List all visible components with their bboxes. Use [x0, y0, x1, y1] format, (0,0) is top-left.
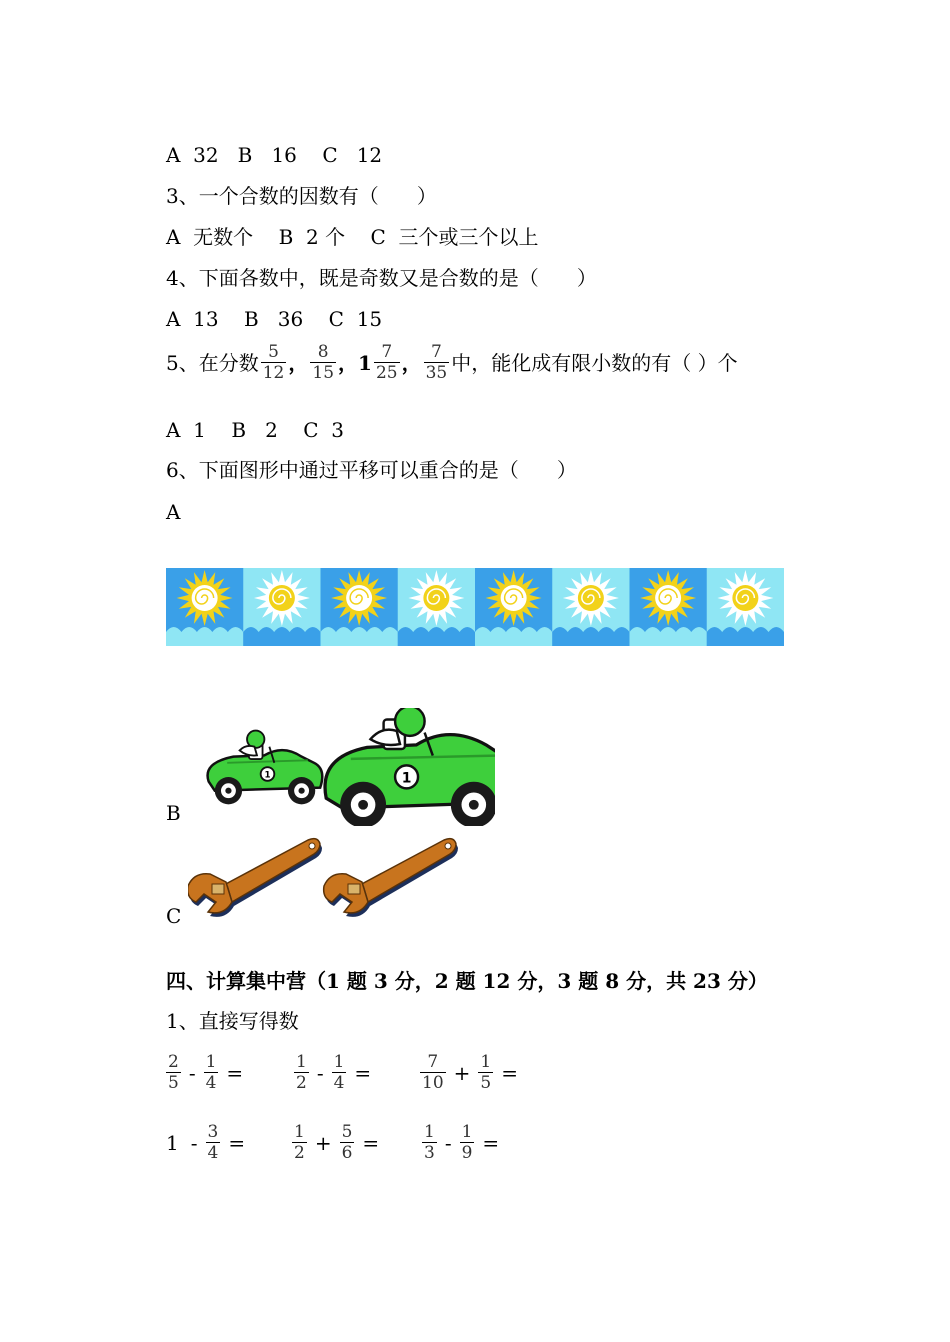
option-a-label: A [166, 500, 181, 524]
calc-r1c2: $\frac{1}{2}$ - $\frac{1}{4}$ = [296, 1052, 372, 1093]
section-4-q1: 1、直接写得数 [166, 1009, 299, 1033]
q5-fraction-1: $\frac{5}{12}$ [262, 342, 285, 383]
sun-tile [552, 568, 630, 646]
svg-text:1: 1 [264, 770, 271, 781]
large-race-car [325, 708, 495, 826]
sun-tile [166, 568, 244, 646]
calc-r2c3: $\frac{1}{3}$ - $\frac{1}{9}$ = [424, 1122, 500, 1163]
q6-text: 6、下面图形中通过平移可以重合的是（ ） [166, 458, 577, 482]
q5-sep-1: ， [288, 351, 309, 375]
svg-text:1: 1 [401, 770, 412, 787]
calc-r2c2: $\frac{1}{2}$ + $\frac{5}{6}$ = [294, 1122, 380, 1163]
wrench-pair [188, 836, 460, 922]
q5-text [166, 342, 738, 383]
q5-sep-2: ， [338, 351, 359, 375]
q2-options: A 32 B 16 C 12 [166, 143, 383, 167]
section-4-heading: 四、计算集中营（1 题 3 分，2 题 12 分，3 题 8 分，共 23 分） [166, 969, 768, 993]
q5-sep-3: ， [401, 351, 422, 375]
q4-text: 4、下面各数中，既是奇数又是合数的是（ ） [166, 266, 597, 290]
q5-prefix: 5、在分数 [166, 351, 259, 375]
q5-options: A 1 B 2 C 3 [166, 418, 344, 442]
q5-fraction-2: $\frac{8}{15}$ [312, 342, 335, 383]
q5-fraction-4: $\frac{7}{35}$ [425, 342, 448, 383]
calc-r1c3: $\frac{7}{10}$ + $\frac{1}{5}$ = [422, 1052, 518, 1093]
q5-whole: 1 [358, 351, 372, 375]
sun-tile [398, 568, 476, 646]
wrench-left-icon [188, 839, 322, 917]
q3-text: 3、一个合数的因数有（ ） [166, 184, 437, 208]
option-c-label: C [166, 904, 182, 928]
option-b-label: B [166, 801, 181, 825]
sun-tile [707, 568, 784, 646]
calc-r2c1: 1 - $\frac{3}{4}$ = [166, 1122, 246, 1163]
sun-tile-strip [166, 568, 784, 646]
sun-tile [630, 568, 708, 646]
q3-options: A 无数个 B 2 个 C 三个或三个以上 [166, 225, 539, 249]
q5-suffix: 中，能化成有限小数的有（ ）个 [451, 351, 738, 375]
race-car-pair [190, 708, 495, 826]
calc-r1c1: $\frac{2}{5}$ - $\frac{1}{4}$ = [168, 1052, 244, 1093]
wrench-right-icon [324, 839, 458, 917]
q5-fraction-3: $\frac{7}{25}$ [375, 342, 398, 383]
sun-tile [475, 568, 553, 646]
small-race-car [208, 731, 323, 805]
sun-tile [321, 568, 399, 646]
q4-options: A 13 B 36 C 15 [166, 307, 383, 331]
sun-tile [243, 568, 321, 646]
